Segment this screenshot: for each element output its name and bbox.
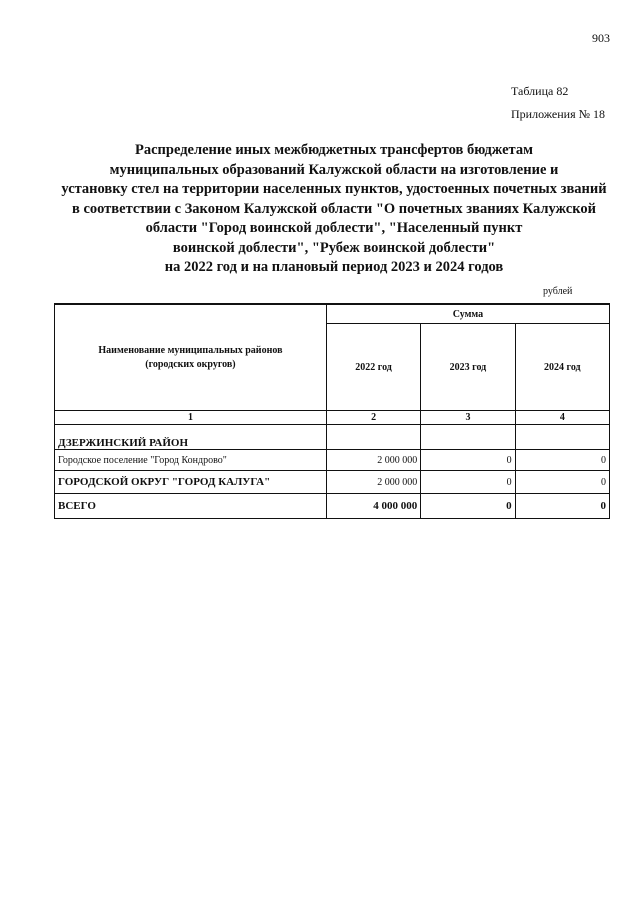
appendix-label: Приложения № 18 <box>511 107 606 121</box>
column-index: 2 <box>326 411 420 425</box>
value-2022: 4 000 000 <box>326 494 420 519</box>
title-line: муниципальных образований Калужской области на изготовление и <box>109 161 559 178</box>
table-row <box>55 425 610 450</box>
title-line: в соответствии с Законом Калужской области "О почетных званиях Калужской <box>71 200 596 217</box>
column-index: 3 <box>421 411 515 425</box>
value-2022: 2 000 000 <box>326 450 420 471</box>
header-row <box>55 304 610 324</box>
table-row <box>55 471 610 494</box>
row-name: ГОРОДСКОЙ ОКРУГ "ГОРОД КАЛУГА" <box>55 471 327 494</box>
title-line: установку стел на территории населенных пунктов, удостоенных почетных званий <box>61 181 607 197</box>
value-2022 <box>326 425 420 450</box>
value-2023: 0 <box>421 494 515 519</box>
table-label: Таблица 82 <box>511 84 569 98</box>
title-line: воинской доблести", "Рубеж воинской доблести" <box>172 239 496 256</box>
column-index-row <box>55 411 610 425</box>
units-label: рублей <box>543 286 573 297</box>
row-name: ВСЕГО <box>55 494 327 519</box>
value-2023 <box>421 425 515 450</box>
title-line: Распределение иных межбюджетных трансфертов бюджетам <box>135 142 533 158</box>
document-title <box>44 141 624 278</box>
header-year-2024: 2024 год <box>515 324 609 411</box>
value-2024 <box>515 425 609 450</box>
page-number: 903 <box>592 31 610 45</box>
header-name-line: (городских округов) <box>145 358 236 370</box>
table-row <box>55 450 610 471</box>
header-name-line: Наименование муниципальных районов <box>98 344 283 356</box>
header-sum-cell: Сумма <box>326 304 609 324</box>
header-year-2023: 2023 год <box>421 324 515 411</box>
value-2024: 0 <box>515 471 609 494</box>
title-line: на 2022 год и на плановый период 2023 и 2024 годов <box>164 259 504 275</box>
header-name-cell <box>55 304 327 411</box>
column-index: 4 <box>515 411 609 425</box>
row-name: Городское поселение "Город Кондрово" <box>55 450 327 471</box>
value-2024: 0 <box>515 450 609 471</box>
value-2022: 2 000 000 <box>326 471 420 494</box>
distribution-table <box>54 303 610 519</box>
header-year-2022: 2022 год <box>326 324 420 411</box>
title-line: области "Город воинской доблести", "Населенный пункт <box>145 220 523 236</box>
column-index: 1 <box>55 411 327 425</box>
total-row <box>55 494 610 519</box>
value-2023: 0 <box>421 471 515 494</box>
value-2023: 0 <box>421 450 515 471</box>
row-name: ДЗЕРЖИНСКИЙ РАЙОН <box>55 425 327 450</box>
value-2024: 0 <box>515 494 609 519</box>
